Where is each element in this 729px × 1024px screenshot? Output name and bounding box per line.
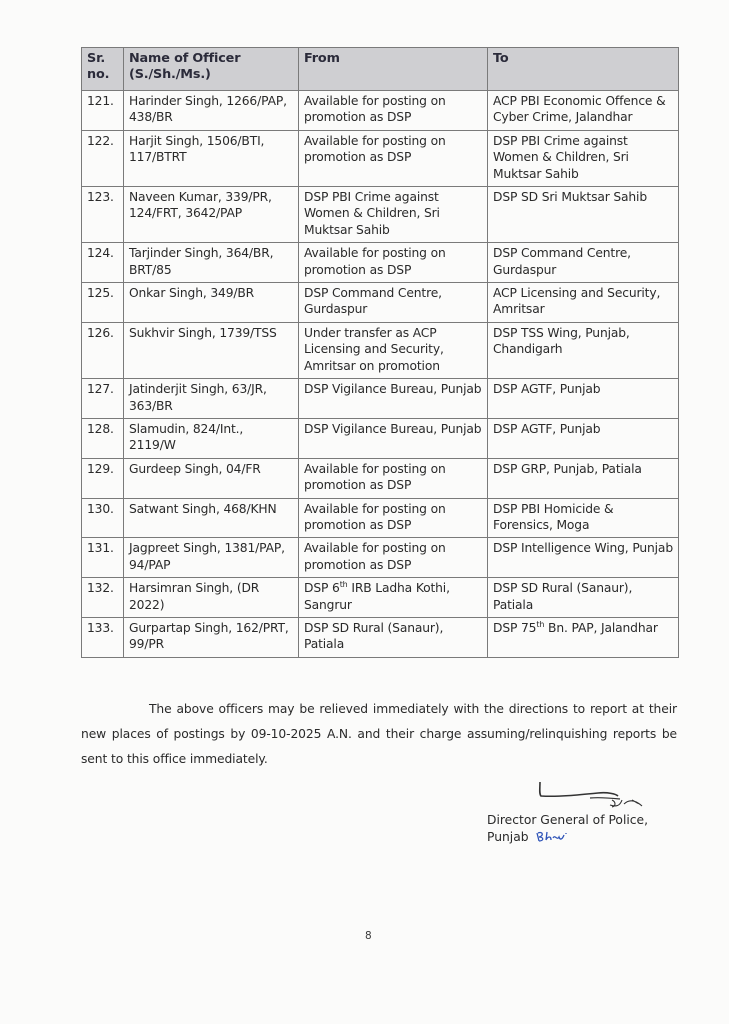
initials-ink-icon (535, 829, 569, 843)
cell-sr: 121. (82, 91, 124, 131)
cell-from: DSP Command Centre, Gurdaspur (299, 283, 488, 323)
table-row (82, 91, 679, 131)
cell-sr: 125. (82, 283, 124, 323)
cell-sr: 124. (82, 243, 124, 283)
cell-sr: 128. (82, 418, 124, 458)
signature-scribble-icon (538, 780, 678, 810)
signatory-designation: Director General of Police, (487, 813, 649, 827)
cell-sr: 126. (82, 322, 124, 378)
table-row (82, 538, 679, 578)
cell-name: Onkar Singh, 349/BR (124, 283, 299, 323)
header-sr-no: Sr. no. (82, 48, 124, 91)
cell-to: ACP PBI Economic Offence & Cyber Crime, Jalandhar (488, 91, 679, 131)
cell-to: DSP GRP, Punjab, Patiala (488, 458, 679, 498)
cell-from: Available for posting on promotion as DSP (299, 458, 488, 498)
cell-name: Gurdeep Singh, 04/FR (124, 458, 299, 498)
cell-from: DSP Vigilance Bureau, Punjab (299, 379, 488, 419)
header-from: From (299, 48, 488, 91)
cell-name: Jagpreet Singh, 1381/PAP, 94/PAP (124, 538, 299, 578)
cell-name: Harjit Singh, 1506/BTI, 117/BTRT (124, 130, 299, 186)
signatory-block (487, 812, 648, 846)
cell-from: Available for posting on promotion as DSP (299, 130, 488, 186)
closing-paragraph: The above officers may be relieved immediately with the directions to report at their new places of postings by 09-10-2025 A.N. and their charge assuming/relinquishing reports be sent to this office immediately. (81, 702, 677, 766)
cell-name: Slamudin, 824/Int., 2119/W (124, 418, 299, 458)
cell-from: DSP 6th IRB Ladha Kothi, Sangrur (299, 578, 488, 618)
cell-sr: 133. (82, 617, 124, 657)
cell-from: Available for posting on promotion as DSP (299, 91, 488, 131)
table-row (82, 379, 679, 419)
table-header-row (82, 48, 679, 91)
cell-sr: 132. (82, 578, 124, 618)
table-row (82, 458, 679, 498)
cell-to: DSP PBI Crime against Women & Children, Sri Muktsar Sahib (488, 130, 679, 186)
cell-from: Available for posting on promotion as DSP (299, 538, 488, 578)
cell-from: DSP SD Rural (Sanaur), Patiala (299, 617, 488, 657)
cell-to: DSP AGTF, Punjab (488, 379, 679, 419)
postings-table (81, 47, 679, 658)
cell-name: Jatinderjit Singh, 63/JR, 363/BR (124, 379, 299, 419)
cell-to: DSP SD Sri Muktsar Sahib (488, 187, 679, 243)
cell-to: DSP Command Centre, Gurdaspur (488, 243, 679, 283)
cell-to: DSP AGTF, Punjab (488, 418, 679, 458)
table-row (82, 498, 679, 538)
cell-name: Harsimran Singh, (DR 2022) (124, 578, 299, 618)
table-row (82, 578, 679, 618)
cell-to: ACP Licensing and Security, Amritsar (488, 283, 679, 323)
cell-name: Satwant Singh, 468/KHN (124, 498, 299, 538)
cell-to: DSP PBI Homicide & Forensics, Moga (488, 498, 679, 538)
cell-from: Available for posting on promotion as DSP (299, 243, 488, 283)
cell-to: DSP TSS Wing, Punjab, Chandigarh (488, 322, 679, 378)
cell-sr: 122. (82, 130, 124, 186)
cell-sr: 129. (82, 458, 124, 498)
cell-from: Available for posting on promotion as DSP (299, 498, 488, 538)
cell-sr: 130. (82, 498, 124, 538)
table-row (82, 418, 679, 458)
table-row (82, 187, 679, 243)
cell-from: DSP PBI Crime against Women & Children, Sri Muktsar Sahib (299, 187, 488, 243)
table-row (82, 130, 679, 186)
table-row (82, 322, 679, 378)
cell-from: Under transfer as ACP Licensing and Security, Amritsar on promotion (299, 322, 488, 378)
cell-to: DSP SD Rural (Sanaur), Patiala (488, 578, 679, 618)
cell-sr: 127. (82, 379, 124, 419)
cell-name: Gurpartap Singh, 162/PRT, 99/PR (124, 617, 299, 657)
cell-sr: 123. (82, 187, 124, 243)
cell-name: Naveen Kumar, 339/PR, 124/FRT, 3642/PAP (124, 187, 299, 243)
cell-name: Harinder Singh, 1266/PAP, 438/BR (124, 91, 299, 131)
cell-name: Sukhvir Singh, 1739/TSS (124, 322, 299, 378)
table-row (82, 243, 679, 283)
cell-from: DSP Vigilance Bureau, Punjab (299, 418, 488, 458)
table-row (82, 283, 679, 323)
cell-sr: 131. (82, 538, 124, 578)
cell-name: Tarjinder Singh, 364/BR, BRT/85 (124, 243, 299, 283)
cell-to: DSP 75th Bn. PAP, Jalandhar (488, 617, 679, 657)
header-officer-name: Name of Officer (S./Sh./Ms.) (124, 48, 299, 91)
signatory-state-line: Punjab (487, 829, 648, 846)
cell-to: DSP Intelligence Wing, Punjab (488, 538, 679, 578)
page-number: 8 (365, 930, 372, 942)
table-row (82, 617, 679, 657)
header-to: To (488, 48, 679, 91)
